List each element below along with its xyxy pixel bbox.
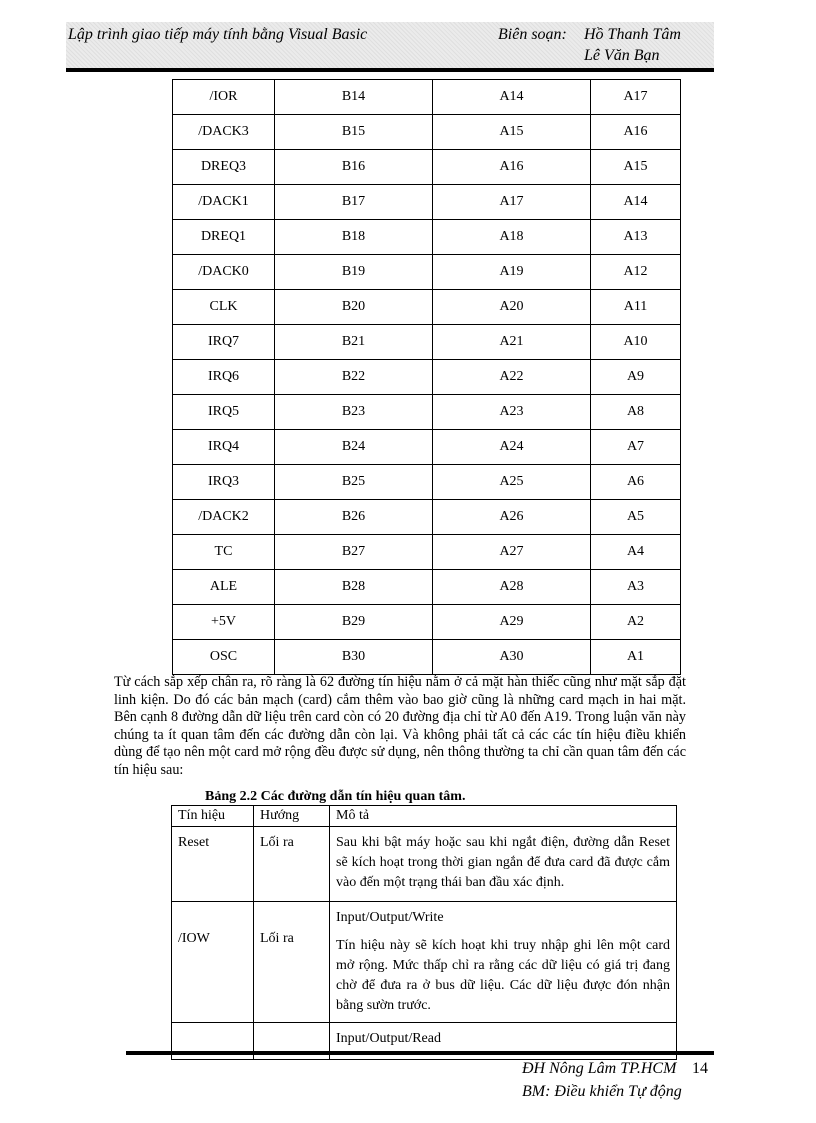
pin-b-side: B18 <box>275 220 433 255</box>
pin-b-side: B29 <box>275 605 433 640</box>
pin-a-side: A22 <box>433 360 591 395</box>
pin-address: A16 <box>591 115 681 150</box>
pin-table-row <box>173 605 681 640</box>
pin-signal: /DACK2 <box>173 500 275 535</box>
pin-address: A10 <box>591 325 681 360</box>
signal-direction: Lối ra <box>254 902 330 1023</box>
pin-signal: DREQ1 <box>173 220 275 255</box>
pin-a-side: A15 <box>433 115 591 150</box>
pin-table-row <box>173 535 681 570</box>
pin-address: A1 <box>591 640 681 675</box>
signal-description: Tín hiệu này sẽ kích hoạt khi truy nhập ghi lên một card mở rộng. Mức thấp chỉ ra rằng các dữ liệu có giá trị đang chờ để đưa ra ở bus dữ liệu. Các dữ liệu được đón nhận bằng sườn trước. <box>336 938 670 1013</box>
pin-a-side: A26 <box>433 500 591 535</box>
pin-a-side: A28 <box>433 570 591 605</box>
pin-table-row <box>173 360 681 395</box>
pin-signal: /DACK3 <box>173 115 275 150</box>
pin-address: A9 <box>591 360 681 395</box>
pin-b-side: B25 <box>275 465 433 500</box>
pin-table-row <box>173 570 681 605</box>
signal-row-reset <box>172 827 677 902</box>
signal-table-header-row <box>172 806 677 827</box>
pin-b-side: B26 <box>275 500 433 535</box>
signal-table <box>171 805 677 1060</box>
header-author-2: Lê Văn Bạn <box>584 47 660 64</box>
footer-rule <box>126 1051 714 1055</box>
pin-table-row <box>173 115 681 150</box>
pin-signal: IRQ4 <box>173 430 275 465</box>
pin-b-side: B14 <box>275 80 433 115</box>
pin-signal: IRQ6 <box>173 360 275 395</box>
pin-address: A13 <box>591 220 681 255</box>
pin-table-row <box>173 255 681 290</box>
pin-signal: OSC <box>173 640 275 675</box>
pin-signal: +5V <box>173 605 275 640</box>
pin-b-side: B17 <box>275 185 433 220</box>
footer-institution: ĐH Nông Lâm TP.HCM <box>522 1060 677 1077</box>
pin-address: A7 <box>591 430 681 465</box>
pin-signal: /DACK0 <box>173 255 275 290</box>
table-caption: Bảng 2.2 Các đường dẫn tín hiệu quan tâm. <box>205 789 466 804</box>
pin-a-side: A19 <box>433 255 591 290</box>
pin-signal: IRQ3 <box>173 465 275 500</box>
pin-table-row <box>173 80 681 115</box>
pin-address: A3 <box>591 570 681 605</box>
header-rule <box>66 68 714 72</box>
header-title: Lập trình giao tiếp máy tính bằng Visual Basic <box>68 26 368 43</box>
signal-name: Reset <box>172 827 254 902</box>
pin-table <box>172 79 681 675</box>
pin-table-row <box>173 220 681 255</box>
pin-signal: CLK <box>173 290 275 325</box>
signal-description-title: Input/Output/Read <box>330 1023 677 1060</box>
pin-a-side: A24 <box>433 430 591 465</box>
pin-table-row <box>173 325 681 360</box>
signal-direction: Lối ra <box>254 827 330 902</box>
pin-table-row <box>173 185 681 220</box>
pin-b-side: B16 <box>275 150 433 185</box>
footer-department: BM: Điều khiển Tự động <box>522 1083 682 1100</box>
header-signal: Tín hiệu <box>172 806 254 827</box>
pin-a-side: A25 <box>433 465 591 500</box>
pin-table-row <box>173 640 681 675</box>
header-description: Mô tả <box>330 806 677 827</box>
pin-signal: IRQ7 <box>173 325 275 360</box>
header-author-1: Hồ Thanh Tâm <box>584 26 681 43</box>
pin-a-side: A18 <box>433 220 591 255</box>
pin-b-side: B30 <box>275 640 433 675</box>
signal-description-title: Input/Output/Write <box>336 910 444 925</box>
pin-a-side: A17 <box>433 185 591 220</box>
pin-a-side: A16 <box>433 150 591 185</box>
pin-b-side: B22 <box>275 360 433 395</box>
pin-a-side: A20 <box>433 290 591 325</box>
pin-address: A5 <box>591 500 681 535</box>
pin-signal: /IOR <box>173 80 275 115</box>
pin-signal: TC <box>173 535 275 570</box>
pin-signal: ALE <box>173 570 275 605</box>
pin-address: A2 <box>591 605 681 640</box>
pin-table-row <box>173 150 681 185</box>
pin-address: A11 <box>591 290 681 325</box>
signal-row-iow <box>172 902 677 1023</box>
pin-address: A12 <box>591 255 681 290</box>
pin-address: A8 <box>591 395 681 430</box>
pin-signal: /DACK1 <box>173 185 275 220</box>
pin-b-side: B23 <box>275 395 433 430</box>
pin-b-side: B28 <box>275 570 433 605</box>
pin-a-side: A30 <box>433 640 591 675</box>
page-number: 14 <box>692 1060 708 1077</box>
pin-address: A4 <box>591 535 681 570</box>
pin-b-side: B20 <box>275 290 433 325</box>
pin-b-side: B19 <box>275 255 433 290</box>
pin-a-side: A23 <box>433 395 591 430</box>
pin-signal: IRQ5 <box>173 395 275 430</box>
pin-address: A14 <box>591 185 681 220</box>
pin-address: A17 <box>591 80 681 115</box>
pin-table-row <box>173 465 681 500</box>
pin-address: A6 <box>591 465 681 500</box>
pin-b-side: B21 <box>275 325 433 360</box>
pin-table-row <box>173 500 681 535</box>
pin-a-side: A21 <box>433 325 591 360</box>
header-author-label: Biên soạn: <box>498 26 567 43</box>
pin-a-side: A27 <box>433 535 591 570</box>
pin-a-side: A29 <box>433 605 591 640</box>
pin-table-row <box>173 430 681 465</box>
header-direction: Hướng <box>254 806 330 827</box>
signal-description: Sau khi bật máy hoặc sau khi ngắt điện, đường dẫn Reset sẽ kích hoạt trong thời gian ngắn để đưa card đã được cắm vào đến một trạng thái ban đầu xác định. <box>330 827 677 902</box>
pin-signal: DREQ3 <box>173 150 275 185</box>
signal-description-cell <box>330 902 677 1023</box>
pin-table-row <box>173 290 681 325</box>
pin-address: A15 <box>591 150 681 185</box>
body-paragraph: Từ cách sắp xếp chân ra, rõ ràng là 62 đường tín hiệu nằm ở cả mặt hàn thiếc cũng như mặt sắp đặt linh kiện. Do đó các bản mạch (card) cắm thêm vào bao giờ cũng là những card mạch in hai mặt. Bên cạnh 8 đường dẫn dữ liệu trên card còn có 20 đường địa chỉ từ A0 đến A19. Trong luận văn này chúng ta ít quan tâm đến các đường dẫn còn lại. Và không phải tất cả các các tín hiệu điều khiển dùng để tạo nên một card mở rộng đều được sử dụng, nên thông thường ta chỉ cần quan tâm đến các tín hiệu sau: <box>114 674 686 778</box>
pin-b-side: B15 <box>275 115 433 150</box>
pin-table-row <box>173 395 681 430</box>
signal-name: /IOW <box>172 902 254 1023</box>
pin-a-side: A14 <box>433 80 591 115</box>
pin-b-side: B27 <box>275 535 433 570</box>
pin-b-side: B24 <box>275 430 433 465</box>
